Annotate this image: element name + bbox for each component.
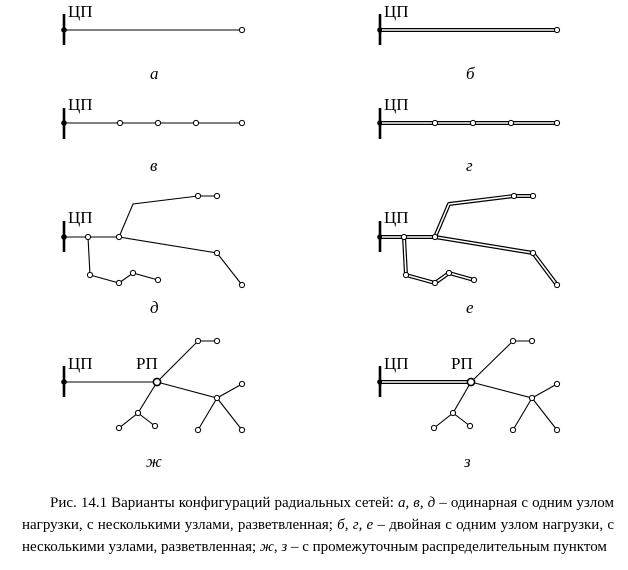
- figure-caption: [22, 492, 614, 558]
- load-node: [85, 234, 90, 239]
- load-node: [470, 120, 475, 125]
- rp-label: РП: [136, 354, 158, 373]
- load-node: [554, 282, 559, 287]
- panel-a: [61, 2, 244, 83]
- load-node: [529, 395, 534, 400]
- load-node: [554, 427, 559, 432]
- load-node: [195, 427, 200, 432]
- panel-zh: [61, 338, 244, 471]
- load-node: [214, 338, 219, 343]
- load-node: [155, 120, 160, 125]
- load-node: [446, 270, 451, 275]
- load-node: [450, 410, 455, 415]
- load-node: [116, 234, 121, 239]
- cp-label: ЦП: [384, 2, 409, 21]
- panel-g: [377, 95, 559, 175]
- load-node: [87, 272, 92, 277]
- load-node: [152, 423, 157, 428]
- load-node: [530, 250, 535, 255]
- panel-v: [61, 95, 244, 175]
- load-node: [193, 120, 198, 125]
- panel-letter: б: [466, 64, 475, 83]
- load-node: [431, 425, 436, 430]
- load-node: [529, 338, 534, 343]
- load-node: [117, 120, 122, 125]
- load-node: [214, 250, 219, 255]
- load-node: [471, 277, 476, 282]
- rp-node: [153, 378, 160, 385]
- load-node: [554, 120, 559, 125]
- load-node: [239, 381, 244, 386]
- cp-label: ЦП: [68, 95, 93, 114]
- panel-letter: з: [464, 452, 471, 471]
- rp-label: РП: [451, 354, 473, 373]
- panel-letter: г: [466, 156, 473, 175]
- cp-label: ЦП: [384, 95, 409, 114]
- panel-letter: д: [150, 298, 159, 317]
- caption-ref-3: ж, з: [259, 539, 288, 555]
- caption-text-3: – двойная с одним узлом нагрузки, с несколькими узлами, разветвленная;: [22, 517, 614, 555]
- load-node: [239, 120, 244, 125]
- load-node: [510, 427, 515, 432]
- load-node: [403, 272, 408, 277]
- load-node: [508, 120, 513, 125]
- caption-text-1: Рис. 14.1 Варианты конфигураций радиальных сетей:: [50, 495, 398, 511]
- load-node: [239, 427, 244, 432]
- cp-label: ЦП: [384, 354, 409, 373]
- load-node: [239, 282, 244, 287]
- load-node: [155, 277, 160, 282]
- cp-label: ЦП: [68, 2, 93, 21]
- load-node: [116, 425, 121, 430]
- load-node: [511, 193, 516, 198]
- panel-b: [377, 2, 559, 83]
- panel-e: [377, 193, 559, 317]
- load-node: [432, 120, 437, 125]
- load-node: [214, 395, 219, 400]
- load-node: [130, 270, 135, 275]
- cp-label: ЦП: [384, 208, 409, 227]
- load-node: [510, 338, 515, 343]
- cp-label: ЦП: [68, 208, 93, 227]
- load-node: [467, 423, 472, 428]
- load-node: [239, 27, 244, 32]
- load-node: [135, 410, 140, 415]
- load-node: [195, 193, 200, 198]
- panel-z: [377, 338, 559, 471]
- load-node: [432, 280, 437, 285]
- panel-letter: а: [150, 64, 159, 83]
- panel-d: [61, 193, 244, 317]
- caption-text-4: – с промежуточным распределительным пунктом: [287, 539, 607, 555]
- load-node: [116, 280, 121, 285]
- load-node: [530, 193, 535, 198]
- load-node: [195, 338, 200, 343]
- line-single: [119, 196, 217, 237]
- load-node: [554, 27, 559, 32]
- line-single: [88, 237, 158, 283]
- load-node: [432, 234, 437, 239]
- caption-text-2: – одинарная с одним узлом нагрузки, с несколькими узлами, разветвленная;: [22, 495, 615, 533]
- load-node: [554, 381, 559, 386]
- cp-label: ЦП: [68, 354, 93, 373]
- panel-letter: е: [466, 298, 474, 317]
- caption-ref-1: а, в, д: [398, 495, 436, 511]
- panel-letter: в: [150, 156, 158, 175]
- caption-ref-2: б, г, е: [337, 517, 374, 533]
- rp-node: [467, 378, 474, 385]
- panel-letter: ж: [146, 452, 162, 471]
- load-node: [214, 193, 219, 198]
- load-node: [401, 234, 406, 239]
